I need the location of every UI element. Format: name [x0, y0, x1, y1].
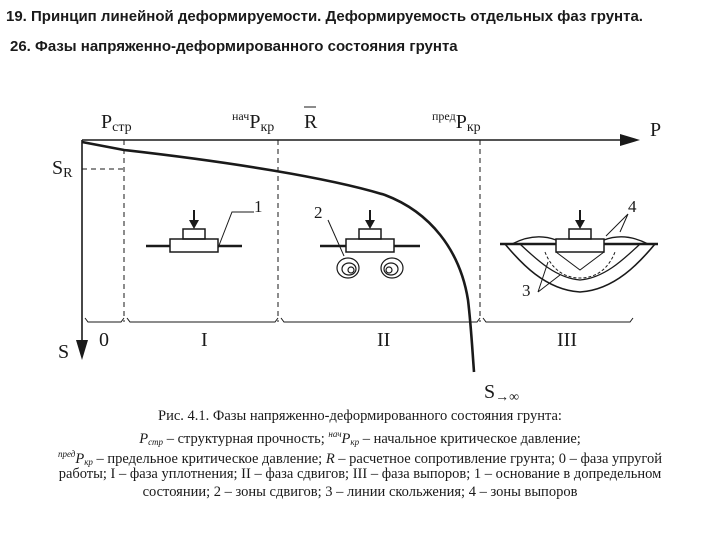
- p-str-label: Pстр: [101, 111, 132, 135]
- s-axis-label: S: [58, 341, 70, 363]
- phase-I-label: I: [201, 329, 208, 351]
- r-label: R: [304, 111, 318, 133]
- label-1: 1: [254, 197, 263, 216]
- caption-title: Рис. 4.1. Фазы напряженно-деформированного состояния грунта:: [158, 408, 562, 424]
- phase-II-label: II: [377, 329, 391, 351]
- s-axis-arrow: [76, 340, 88, 360]
- s-infinity-label: S→∞: [484, 381, 520, 405]
- foundation-diagram-3: [500, 210, 658, 292]
- label-4: 4: [628, 197, 637, 216]
- phase-III-label: III: [557, 329, 577, 351]
- phase-bracket: [85, 318, 633, 322]
- caption-line-3: $^{пред}P_{кр}$ – предельное критическое давление; R – расчетное сопротивление грунта; 0 – фазa упругой: [58, 449, 662, 467]
- sr-label: SR: [52, 157, 73, 181]
- p-kr-nach-label: $^{нач}$Pкр: [232, 109, 275, 135]
- p-kr-pred-label: $^{пред}$Pкр: [432, 109, 481, 135]
- label-3: 3: [522, 281, 531, 300]
- foundation-diagram-2: [320, 210, 420, 278]
- p-axis-arrow: [620, 134, 640, 146]
- phase-0-label: 0: [99, 329, 109, 351]
- heading-question-26: 26. Фазы напряженно-деформированного состояния грунта: [10, 38, 458, 55]
- p-axis-label: P: [650, 119, 662, 141]
- label-2: 2: [314, 203, 323, 222]
- heading-question-19: 19. Принцип линейной деформируемости. Деформируемость отдельных фаз грунта.: [6, 8, 643, 25]
- caption-line-2: $P_{стр}$ – структурная прочность; $^{нач}P_{кр}$ – начальное критическое давление;: [139, 429, 581, 447]
- foundation-diagram-1: [146, 210, 254, 252]
- caption-line-4: работы; I – фаза уплотнения; II – фаза сдвигов; III – фаза выпоров; 1 – основание в допредельном: [58, 466, 662, 482]
- caption-line-5: состоянии; 2 – зоны сдвигов; 3 – линии скольжения; 4 – зоны выпоров: [142, 484, 578, 500]
